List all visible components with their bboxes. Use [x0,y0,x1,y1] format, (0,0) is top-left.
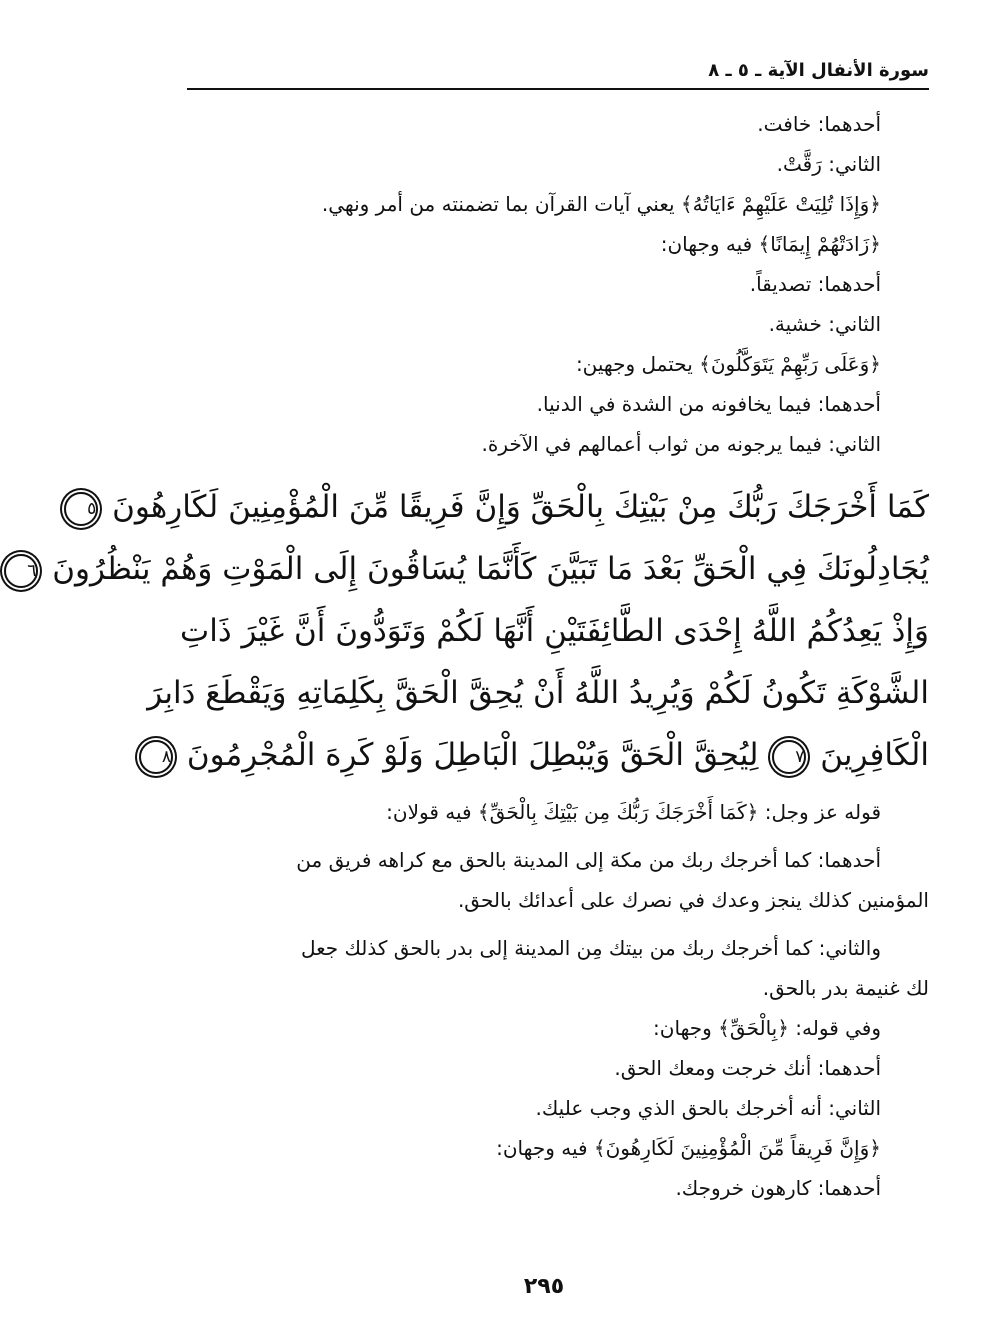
verse-line [27,538,929,600]
verse-text: لِيُحِقَّ الْحَقَّ وَيُبْطِلَ الْبَاطِلَ وَلَوْ كَرِهَ الْمُجْرِمُونَ [186,737,759,773]
commentary-line: لك غنيمة بدر بالحق. [762,976,929,1000]
commentary-line: الثاني: أنه أخرجك بالحق الذي وجب عليك. [535,1096,881,1120]
commentary-line: المؤمنين كذلك ينجز وعدك في نصرك على أعدائك بالحق. [457,888,929,912]
verse-text: كَمَا أَخْرَجَكَ رَبُّكَ مِنْ بَيْتِكَ بِالْحَقِّ وَإِنَّ فَرِيقًا مِّنَ الْمُؤْمِنِينَ لَكَارِهُونَ [112,489,929,525]
text-line: الثاني: خشية. [768,312,881,336]
page-content [27,104,929,1208]
commentary-line: أحدهما: أنك خرجت ومعك الحق. [614,1056,881,1080]
commentary-line: ﴿وَإِنَّ فَرِيقاً مِّنَ الْمُؤْمِنِينَ لَكَارِهُونَ﴾ فيه وجهان: [496,1136,881,1160]
verse-line [161,724,929,786]
text-line: ﴿وَعَلَى رَبِّهِمْ يَتَوَكَّلُونَ﴾ يحتمل وجهين: [575,352,881,376]
verse-text: وَإِذْ يَعِدُكُمُ اللَّهُ إِحْدَى الطَّائِفَتَيْنِ أَنَّهَا لَكُمْ وَتَوَدُّونَ أَنَّ غَيْرَ ذَاتِ [180,613,929,649]
quran-verse-block [27,476,929,786]
ayah-number-marker: ٧ [772,740,806,774]
verse-line [180,600,929,662]
page-header [187,56,929,90]
commentary-line: أحدهما: كما أخرجك ربك من مكة إلى المدينة بالحق مع كراهه فريق من [296,848,881,872]
verse-line [87,476,929,538]
verse-text: يُجَادِلُونَكَ فِي الْحَقِّ بَعْدَ مَا تَبَيَّنَ كَأَنَّمَا يُسَاقُونَ إِلَى الْمَوْتِ وَهُمْ يَنْظُرُونَ [52,551,929,587]
text-line: أحدهما: تصديقاً. [749,272,881,296]
text-line: أحدهما: خافت. [757,112,881,136]
verse-line [147,662,929,724]
verse-text: الشَّوْكَةِ تَكُونُ لَكُمْ وَيُرِيدُ اللَّهُ أَنْ يُحِقَّ الْحَقَّ بِكَلِمَاتِهِ وَيَقْطَعَ دَابِرَ [147,675,929,711]
page-number: ٢٩٥ [523,1274,565,1299]
commentary-line: أحدهما: كارهون خروجك. [675,1176,881,1200]
text-line: الثاني: رَقَّتْ. [776,152,881,176]
ayah-number-marker: ٦ [4,554,38,588]
commentary-line: قوله عز وجل: ﴿كَمَا أَخْرَجَكَ رَبُّكَ مِن بَيْتِكَ بِالْحَقِّ﴾ فيه قولان: [386,800,881,824]
ayah-number-marker: ٥ [64,492,98,526]
text-line: أحدهما: فيما يخافونه من الشدة في الدنيا. [536,392,881,416]
text-line: ﴿وَإِذَا تُلِيَتْ عَلَيْهِمْ ءَايَاتُهُ﴾ يعني آيات القرآن بما تضمنته من أمر ونهي. [321,192,881,216]
commentary-line: والثاني: كما أخرجك ربك من بيتك مِن المدينة إلى بدر بالحق كذلك جعل [300,936,881,960]
commentary-line: وفي قوله: ﴿بِالْحَقِّ﴾ وجهان: [653,1016,881,1040]
text-line: الثاني: فيما يرجونه من ثواب أعمالهم في الآخرة. [481,432,881,456]
ayah-number-marker: ٨ [139,740,173,774]
verse-text: الْكَافِرِينَ [820,737,929,773]
running-header-title: سورة الأنفال الآية ـ ٥ ـ ٨ [708,60,929,81]
text-line: ﴿زَادَتْهُمْ إِيمَانًا﴾ فيه وجهان: [660,232,881,256]
